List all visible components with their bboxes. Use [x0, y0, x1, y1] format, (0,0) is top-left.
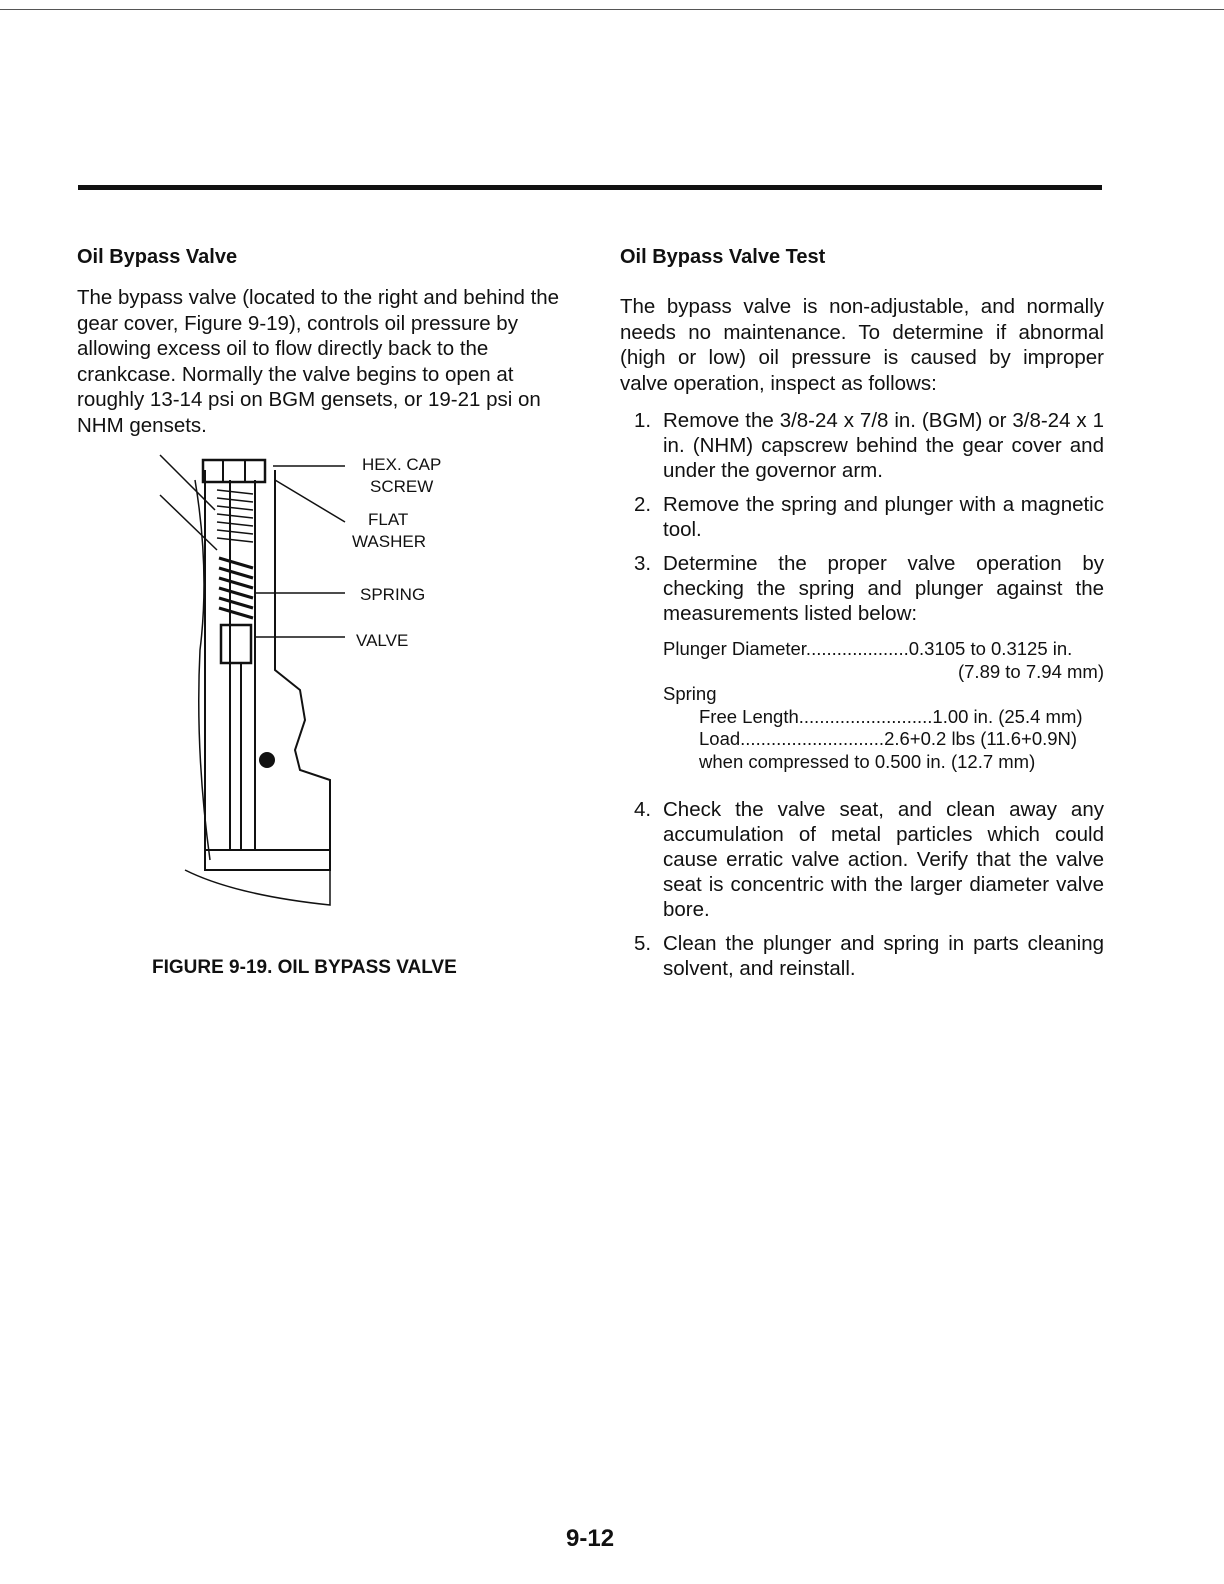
- label-spring: SPRING: [360, 585, 426, 604]
- step-3: [634, 551, 1104, 773]
- step-number: 4.: [634, 798, 652, 821]
- step-number: 2.: [634, 493, 652, 516]
- label-screw: SCREW: [370, 477, 434, 496]
- label-washer: WASHER: [352, 532, 426, 551]
- label-hex-cap: HEX. CAP: [362, 455, 442, 474]
- label-valve: VALVE: [356, 631, 409, 650]
- spec-plunger-metric: (7.89 to 7.94 mm): [957, 660, 1104, 682]
- step-text: Determine the proper valve operation by checking the spring and plunger against the measurements listed below:: [663, 552, 1104, 625]
- step-number: 1.: [634, 409, 652, 432]
- header-rule: [78, 185, 1102, 190]
- figure-caption: FIGURE 9-19. OIL BYPASS VALVE: [152, 957, 457, 978]
- step-1: [634, 408, 1104, 483]
- label-flat: FLAT: [368, 510, 409, 529]
- step-number: 3.: [634, 552, 652, 575]
- spec-load: Load............................2.6+0.2 lbs (11.6+0.9N): [699, 728, 1078, 749]
- step-5: [634, 931, 1104, 981]
- bypass-valve-diagram: [155, 450, 455, 920]
- step-text: Clean the plunger and spring in parts cleaning solvent, and reinstall.: [663, 932, 1104, 980]
- spec-compressed: when compressed to 0.500 in. (12.7 mm): [699, 750, 1036, 772]
- step-text: Remove the spring and plunger with a magnetic tool.: [663, 493, 1104, 541]
- left-paragraph: The bypass valve (located to the right and behind the gear cover, Figure 9-19), controls oil pressure by allowing excess oil to flow directly back to the crankcase. Normally the valve begins to open at roughly 13-14 psi on BGM gensets, or 19-21 psi on NHM gensets.: [77, 286, 560, 437]
- right-intro: The bypass valve is non-adjustable, and normally needs no maintenance. To determine if abnormal (high or low) oil pressure is caused by improper valve operation, inspect as follows:: [620, 295, 1104, 395]
- test-steps: [634, 408, 1104, 981]
- top-scan-line: [0, 9, 1224, 10]
- step-text: Remove the 3/8-24 x 7/8 in. (BGM) or 3/8-24 x 1 in. (NHM) capscrew behind the gear cover and under the governor arm.: [663, 409, 1104, 482]
- step-4: [634, 797, 1104, 922]
- page-number: 9-12: [566, 1525, 615, 1552]
- step-number: 5.: [634, 932, 652, 955]
- spec-spring-label: Spring: [663, 683, 717, 704]
- left-heading: Oil Bypass Valve: [77, 246, 238, 268]
- spec-free-length: Free Length..........................1.00 in. (25.4 mm): [699, 705, 1083, 727]
- right-heading: Oil Bypass Valve Test: [620, 246, 826, 268]
- step-text: Check the valve seat, and clean away any accumulation of metal particles which could cause erratic valve action. Verify that the valve seat is concentric with the larger diameter valve bore.: [663, 798, 1104, 921]
- step-2: [634, 492, 1104, 542]
- spec-table: [663, 638, 1104, 773]
- spec-plunger: Plunger Diameter....................0.3105 to 0.3125 in.: [663, 638, 1073, 659]
